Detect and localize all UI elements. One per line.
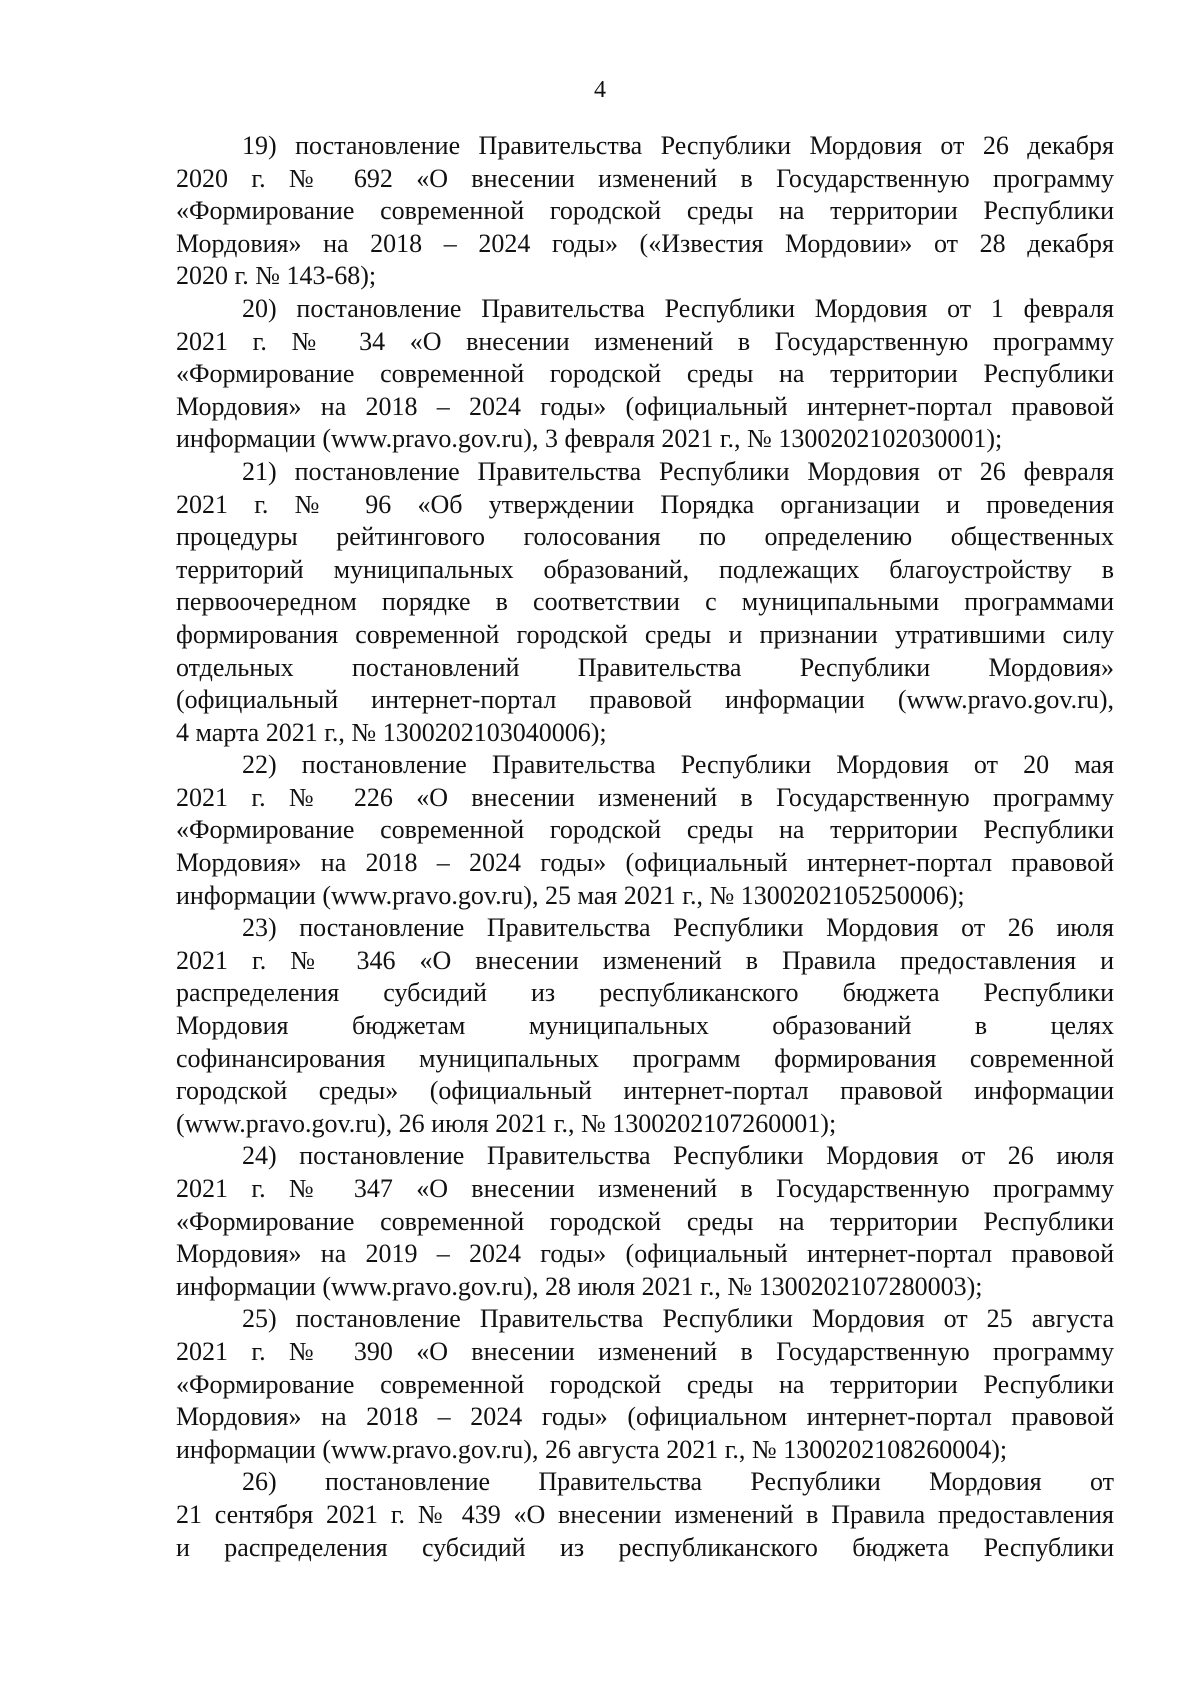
text-line: «Формирование современной городской среды на территории Республики (176, 1206, 1114, 1236)
text-line: 2021 г. № 34 «О внесении изменений в Государственную программу (176, 326, 1114, 356)
list-item (176, 1140, 1114, 1303)
text-line: распределения субсидий из республиканского бюджета Республики (176, 978, 1114, 1008)
text-line: Мордовия» на 2018 – 2024 годы» (официальный интернет-портал правовой (176, 848, 1114, 878)
list-item (176, 1303, 1114, 1466)
document-body (176, 130, 1114, 1564)
text-line: 23) постановление Правительства Республики Мордовия от 26 июля (242, 913, 1114, 943)
text-line: 20) постановление Правительства Республики Мордовия от 1 февраля (242, 293, 1114, 323)
text-line: 2020 г. № 143-68); (176, 261, 377, 291)
text-line: софинансирования муниципальных программ формирования современной (176, 1043, 1114, 1073)
text-line: отдельных постановлений Правительства Республики Мордовия» (176, 652, 1114, 682)
page-number: 4 (594, 77, 606, 103)
text-line: и распределения субсидий из республиканского бюджета Республики (176, 1532, 1114, 1562)
text-line: городской среды» (официальный интернет-портал правовой информации (176, 1076, 1114, 1106)
text-line: территорий муниципальных образований, подлежащих благоустройству в (176, 554, 1114, 584)
text-line: «Формирование современной городской среды на территории Республики (176, 1369, 1114, 1399)
text-line: Мордовия» на 2018 – 2024 годы» (официальном интернет-портал правовой (176, 1402, 1114, 1432)
text-line: формирования современной городской среды и признании утратившими силу (176, 619, 1114, 649)
text-line: 25) постановление Правительства Республики Мордовия от 25 августа (242, 1304, 1114, 1334)
text-line: 21 сентября 2021 г. № 439 «О внесении изменений в Правила предоставления (176, 1499, 1114, 1529)
text-line: первоочередном порядке в соответствии с муниципальными программами (176, 587, 1114, 617)
text-line: 2021 г. № 346 «О внесении изменений в Правила предоставления и (176, 945, 1114, 975)
list-item (176, 456, 1114, 749)
text-line: (официальный интернет-портал правовой информации (www.pravo.gov.ru), (176, 685, 1114, 715)
text-line: 22) постановление Правительства Республики Мордовия от 20 мая (242, 750, 1114, 780)
text-line: 2021 г. № 390 «О внесении изменений в Государственную программу (176, 1336, 1114, 1366)
text-line: 2021 г. № 347 «О внесении изменений в Государственную программу (176, 1174, 1114, 1203)
text-line: (www.pravo.gov.ru), 26 июля 2021 г., № 1300202107260001); (176, 1108, 837, 1138)
text-line: информации (www.pravo.gov.ru), 26 августа 2021 г., № 1300202108260004); (176, 1434, 1008, 1464)
text-line: информации (www.pravo.gov.ru), 3 февраля 2021 г., № 1300202102030001); (176, 424, 1003, 454)
text-line: Мордовия» на 2019 – 2024 годы» (официальный интернет-портал правовой (176, 1239, 1114, 1269)
text-line: Мордовия бюджетам муниципальных образований в целях (176, 1011, 1114, 1041)
text-line: Мордовия» на 2018 – 2024 годы» (официальный интернет-портал правовой (176, 391, 1114, 421)
text-line: «Формирование современной городской среды на территории Республики (176, 196, 1114, 226)
text-line: 21) постановление Правительства Республики Мордовия от 26 февраля (242, 456, 1114, 486)
list-item (176, 130, 1114, 293)
text-line: 2021 г. № 226 «О внесении изменений в Государственную программу (176, 782, 1114, 812)
list-item (176, 912, 1114, 1140)
text-line: процедуры рейтингового голосования по определению общественных (176, 522, 1114, 552)
list-item (176, 293, 1114, 456)
text-line: «Формирование современной городской среды на территории Республики (176, 359, 1114, 389)
text-line: информации (www.pravo.gov.ru), 25 мая 2021 г., № 1300202105250006); (176, 880, 965, 910)
list-item (176, 749, 1114, 912)
text-line: 4 марта 2021 г., № 1300202103040006); (176, 717, 607, 747)
text-line: Мордовия» на 2018 – 2024 годы» («Известия Мордовии» от 28 декабря (176, 228, 1114, 258)
text-line: 19) постановление Правительства Республики Мордовия от 26 декабря (242, 131, 1114, 160)
text-line: 2020 г. № 692 «О внесении изменений в Государственную программу (176, 163, 1114, 193)
text-line: информации (www.pravo.gov.ru), 28 июля 2021 г., № 1300202107280003); (176, 1271, 983, 1301)
text-line: 24) постановление Правительства Республики Мордовия от 26 июля (242, 1141, 1114, 1171)
text-line: 2021 г. № 96 «Об утверждении Порядка организации и проведения (176, 489, 1114, 519)
text-line: «Формирование современной городской среды на территории Республики (176, 815, 1114, 845)
list-item (176, 1466, 1114, 1564)
text-line: 26) постановление Правительства Республики Мордовия от (242, 1467, 1114, 1497)
